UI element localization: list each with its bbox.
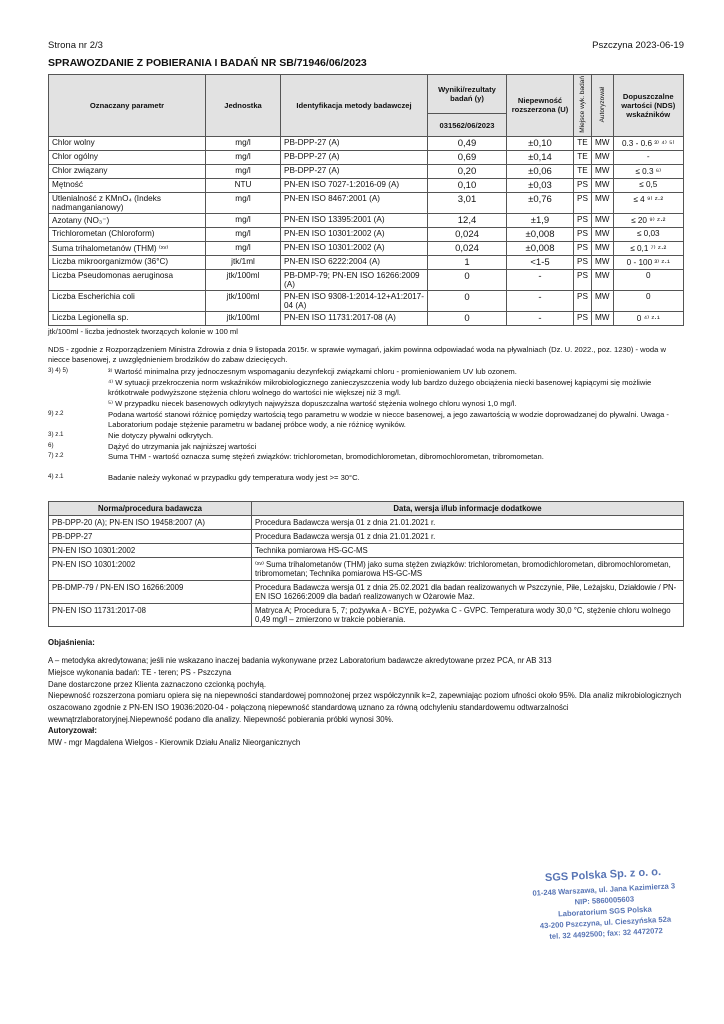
cell-unc: - xyxy=(507,290,574,311)
table-row xyxy=(49,178,684,192)
note-text: Nie dotyczy pływalni odkrytych. xyxy=(108,430,214,440)
cell-limit: 0.3 - 0.6 ³⁾ ⁴⁾ ⁵⁾ xyxy=(613,136,684,150)
table-row xyxy=(49,213,684,227)
cell-unit: jtk/100ml xyxy=(206,290,281,311)
cell-method: PN-EN ISO 8467:2001 (A) xyxy=(281,192,428,213)
cell-auth: MW xyxy=(591,150,613,164)
cell-unit: jtk/1ml xyxy=(206,255,281,269)
cell-limit: ≤ 0,5 xyxy=(613,178,684,192)
proc-info: ⁽ˣᵛ⁾ Suma trihalometanów (THM) jako suma stężen związków: trichlorometan, bromodichlorometan, dibromochlorometan, tribromometan; Technika pomiarowa HS-GC-MS xyxy=(252,558,684,581)
cell-value: 0,024 xyxy=(428,227,507,241)
cell-method: PN-EN ISO 9308-1:2014-12+A1:2017-04 (A) xyxy=(281,290,428,311)
nds-text: NDS - zgodnie z Rozporządzeniem Ministra Zdrowia z dnia 9 listopada 2015r. w sprawie wymagań, jakim powinna odpowiadać woda na pływalniach (Dz. U. 2022., poz. 1230) - woda w niecce basenowej, z uwzględnieniem brodzików do zabaw dziecięcych. xyxy=(48,344,666,364)
proc-col-info: Data, wersja i/lub informacje dodatkowe xyxy=(252,502,684,516)
cell-unc: ±0,10 xyxy=(507,136,574,150)
proc-row xyxy=(49,544,684,558)
stamp-line: NIP: 5860005603 xyxy=(574,894,635,907)
cell-limit: 0 xyxy=(613,269,684,290)
cell-value: 0 xyxy=(428,290,507,311)
cell-unit: jtk/100ml xyxy=(206,269,281,290)
proc-info: Procedura Badawcza wersja 01 z dnia 21.01.2021 r. xyxy=(252,516,684,530)
stamp-line: 43-200 Pszczyna, ul. Cieszyńska 52a xyxy=(539,914,672,931)
cell-unit: mg/l xyxy=(206,241,281,255)
cell-auth: MW xyxy=(591,164,613,178)
note-text: Podana wartość stanowi różnicę pomiędzy wartością tego parametru w wodzie w niecce basenowej, a jego zawartością w wodzie doprowadzanej do pływalni. Uwaga - Laboratorium podaje stężenie parametru w badanej próbce wody, a nie różnicę wyników. xyxy=(108,409,669,430)
cell-place: PS xyxy=(574,311,592,325)
cell-value: 3,01 xyxy=(428,192,507,213)
note-key: 7) z.2 xyxy=(48,452,64,460)
explain-line: Miejsce wykonania badań: TE - teren; PS - Pszczyna xyxy=(48,667,232,677)
cell-param: Chlor ogólny xyxy=(49,150,206,164)
col-results: Wyniki/rezultaty badań (y) xyxy=(428,75,507,114)
table-row xyxy=(49,150,684,164)
cell-method: PB-DPP-27 (A) xyxy=(281,150,428,164)
cell-limit: 0 xyxy=(613,290,684,311)
col-method: Identyfikacja metody badawczej xyxy=(281,75,428,137)
cell-value: 12,4 xyxy=(428,213,507,227)
cell-unc: ±1,9 xyxy=(507,213,574,227)
stamp-line: tel. 32 4492500; fax: 32 4472072 xyxy=(549,925,664,941)
cell-param: Trichlorometan (Chloroform) xyxy=(49,227,206,241)
proc-info: Procedura Badawcza wersja 01 z dnia 21.01.2021 r. xyxy=(252,530,684,544)
note-text: Badanie należy wykonać w przypadku gdy temperatura wody jest >= 30°C. xyxy=(108,472,360,482)
cell-value: 0 xyxy=(428,269,507,290)
report-page xyxy=(48,40,684,749)
proc-info: Procedura Badawcza wersja 01 z dnia 25.02.2021 dla badan realizowanych w Pszczynie, Piłe, Leżajsku, Działdowie / PN-EN ISO 16266:2009 dla badań realizowanych w Ożarowie Maz. xyxy=(252,581,684,604)
cell-method: PB-DPP-27 (A) xyxy=(281,136,428,150)
notes-list xyxy=(48,367,684,483)
note-text: ⁴⁾ W sytuacji przekroczenia norm wskaźników mikrobiologicznego zanieczyszczenia wody lub bardzo dużego obciążenia niecki basenowej kąpiącymi się możliwie krótkotrwałe podwyższone stężenia chloru wolnego do wartości nie większej niż 3 mg/l. xyxy=(108,377,652,398)
table-row xyxy=(49,227,684,241)
table-row xyxy=(49,290,684,311)
note-key: 9) z.2 xyxy=(48,409,64,417)
cell-unit: mg/l xyxy=(206,213,281,227)
cell-unc: ±0,008 xyxy=(507,227,574,241)
cell-place: PS xyxy=(574,178,592,192)
note-item xyxy=(48,452,684,463)
cell-auth: MW xyxy=(591,213,613,227)
report-title: SPRAWOZDANIE Z POBIERANIA I BADAŃ NR SB/71946/06/2023 xyxy=(48,57,367,69)
cell-unit: mg/l xyxy=(206,192,281,213)
cell-param: Liczba Pseudomonas aeruginosa xyxy=(49,269,206,290)
cell-place: TE xyxy=(574,136,592,150)
cell-value: 0,49 xyxy=(428,136,507,150)
cell-unit: mg/l xyxy=(206,164,281,178)
proc-row xyxy=(49,530,684,544)
table-footnote: jtk/100ml - liczba jednostek tworzących kolonie w 100 ml xyxy=(48,326,238,336)
proc-row xyxy=(49,604,684,627)
proc-norm: PN-EN ISO 10301:2002 xyxy=(49,544,252,558)
cell-unc: ±0,06 xyxy=(507,164,574,178)
note-key: 6) xyxy=(48,441,54,449)
cell-auth: MW xyxy=(591,290,613,311)
cell-unc: - xyxy=(507,269,574,290)
cell-unit: mg/l xyxy=(206,227,281,241)
cell-method: PN-EN ISO 7027-1:2016-09 (A) xyxy=(281,178,428,192)
page-header xyxy=(48,40,684,51)
explanations xyxy=(48,637,684,748)
table-row xyxy=(49,136,684,150)
cell-unc: ±0,14 xyxy=(507,150,574,164)
note-key: 3) z.1 xyxy=(48,430,64,438)
cell-place: TE xyxy=(574,164,592,178)
col-place: Miejsce wyk. badań xyxy=(574,75,592,137)
note-key: 3) 4) 5) xyxy=(48,367,68,375)
proc-norm: PB-DPP-27 xyxy=(49,530,252,544)
cell-unit: jtk/100ml xyxy=(206,311,281,325)
explain-heading: Objaśnienia: xyxy=(48,638,95,648)
col-uncertainty: Niepewność rozszerzona (U) xyxy=(507,75,574,137)
cell-auth: MW xyxy=(591,227,613,241)
note-item xyxy=(48,442,684,453)
cell-limit: 0 ⁴⁾ ᶻ·¹ xyxy=(613,311,684,325)
col-sample-id: 031562/06/2023 xyxy=(428,114,507,136)
results-table xyxy=(48,74,684,326)
auth-person: MW - mgr Magdalena Wielgos - Kierownik Działu Analiz Nieorganicznych xyxy=(48,737,301,747)
note-text: Suma THM - wartość oznacza sumę stężeń związków: trichlorometan, bromodichlorometan, dibromochlorometan, tribromometan. xyxy=(108,452,544,462)
note-item xyxy=(48,378,684,399)
cell-unc: ±0,03 xyxy=(507,178,574,192)
proc-norm: PB-DPP-20 (A); PN-EN ISO 19458:2007 (A) xyxy=(49,516,252,530)
page-number: Strona nr 2/3 xyxy=(48,40,103,51)
cell-auth: MW xyxy=(591,192,613,213)
cell-unc: ±0,008 xyxy=(507,241,574,255)
cell-unit: mg/l xyxy=(206,136,281,150)
explain-line: Niepewność rozszerzona pomiaru opiera się na niepewności standardowej pomnożonej przez współczynnik k=2, zapewniając poziom ufności około 95%. Dla analiz mikrobiologicznych oszacowano zgodnie z PN-EN ISO 19036:2020-04 - połączoną niepewność standardową uznano za równą odchyleniu standardowemu odtwarzalności wewnątrzlaboratoryjnej.Niepewność podano dla analizy. Niepewność pobierania próbki wynosi 30%. xyxy=(48,691,682,724)
explain-line: Dane dostarczone przez Klienta zaznaczono czcionką pochyłą. xyxy=(48,679,267,689)
results-header-row xyxy=(49,75,684,114)
cell-limit: ≤ 0,03 xyxy=(613,227,684,241)
note-item xyxy=(48,473,684,484)
note-item xyxy=(48,367,684,378)
explain-line: A – metodyka akredytowana; jeśli nie wskazano inaczej badania wykonywane przez Laboratorium badawcze akredytowane przez PCA, nr AB 313 xyxy=(48,656,552,666)
cell-param: Azotany (NO₃⁻) xyxy=(49,213,206,227)
cell-place: PS xyxy=(574,255,592,269)
table-row xyxy=(49,192,684,213)
cell-auth: MW xyxy=(591,136,613,150)
cell-param: Liczba mikroorganizmów (36°C) xyxy=(49,255,206,269)
cell-place: PS xyxy=(574,241,592,255)
cell-param: Mętność xyxy=(49,178,206,192)
col-param: Oznaczany parametr xyxy=(49,75,206,137)
cell-method: PN-EN ISO 10301:2002 (A) xyxy=(281,227,428,241)
cell-method: PN-EN ISO 11731:2017-08 (A) xyxy=(281,311,428,325)
proc-row xyxy=(49,558,684,581)
cell-auth: MW xyxy=(591,311,613,325)
cell-param: Chlor związany xyxy=(49,164,206,178)
cell-auth: MW xyxy=(591,241,613,255)
cell-method: PB-DMP-79; PN-EN ISO 16266:2009 (A) xyxy=(281,269,428,290)
cell-place: TE xyxy=(574,150,592,164)
proc-norm: PN-EN ISO 11731:2017-08 xyxy=(49,604,252,627)
cell-place: PS xyxy=(574,213,592,227)
proc-norm: PB-DMP-79 / PN-EN ISO 16266:2009 xyxy=(49,581,252,604)
cell-limit: ≤ 4 ⁹⁾ ᶻ·² xyxy=(613,192,684,213)
note-item xyxy=(48,399,684,410)
cell-method: PN-EN ISO 13395:2001 (A) xyxy=(281,213,428,227)
col-authorized: Autoryzował xyxy=(591,75,613,137)
proc-norm: PN-EN ISO 10301:2002 xyxy=(49,558,252,581)
proc-info: Technika pomiarowa HS-GC-MS xyxy=(252,544,684,558)
cell-method: PB-DPP-27 (A) xyxy=(281,164,428,178)
note-key xyxy=(48,399,108,410)
cell-limit: ≤ 0.3 ⁶⁾ xyxy=(613,164,684,178)
proc-info: Matryca A; Procedura 5, 7; pożywka A - BCYE, pożywka C - GVPC. Temperatura wody 30,0 °C, stężenie chloru wolnego 0,49 mg/l – zmierzono w trakcie pobierania. xyxy=(252,604,684,627)
stamp-line: 01-248 Warszawa, ul. Jana Kazimierza 3 xyxy=(532,881,676,898)
proc-col-norm: Norma/procedura badawcza xyxy=(49,502,252,516)
cell-unc: - xyxy=(507,311,574,325)
note-text: ³⁾ Wartość minimalna przy jednoczesnym wspomaganiu dezynfekcji związkami chloru - promieniowaniem UV lub ozonem. xyxy=(108,367,517,377)
table-row xyxy=(49,269,684,290)
table-row xyxy=(49,164,684,178)
cell-unc: ±0,76 xyxy=(507,192,574,213)
cell-limit: 0 - 100 ³⁾ ᶻ·¹ xyxy=(613,255,684,269)
cell-method: PN-EN ISO 6222:2004 (A) xyxy=(281,255,428,269)
note-key xyxy=(48,378,108,399)
note-text: ⁵⁾ W przypadku niecek basenowych odkrytych najwyższa dopuszczalna wartość stężenia wolnego chloru wynosi 1,0 mg/l. xyxy=(108,399,517,409)
note-item xyxy=(48,410,684,431)
table-row xyxy=(49,255,684,269)
cell-param: Chlor wolny xyxy=(49,136,206,150)
cell-unc: <1-5 xyxy=(507,255,574,269)
note-key: 4) z.1 xyxy=(48,472,64,480)
col-limit: Dopuszczalne wartości (NDS) wskaźników xyxy=(613,75,684,137)
cell-place: PS xyxy=(574,227,592,241)
cell-limit: - xyxy=(613,150,684,164)
cell-place: PS xyxy=(574,290,592,311)
place-date: Pszczyna 2023-06-19 xyxy=(592,40,684,51)
cell-unit: NTU xyxy=(206,178,281,192)
cell-auth: MW xyxy=(591,178,613,192)
note-item xyxy=(48,431,684,442)
cell-value: 0,10 xyxy=(428,178,507,192)
cell-value: 0 xyxy=(428,311,507,325)
note-text: Dążyć do utrzymania jak najniższej wartości xyxy=(108,441,257,451)
cell-place: PS xyxy=(574,269,592,290)
cell-auth: MW xyxy=(591,255,613,269)
cell-method: PN-EN ISO 10301:2002 (A) xyxy=(281,241,428,255)
cell-param: Liczba Legionella sp. xyxy=(49,311,206,325)
cell-value: 0,20 xyxy=(428,164,507,178)
cell-value: 0,024 xyxy=(428,241,507,255)
stamp-line: SGS Polska Sp. z o. o. xyxy=(544,866,662,885)
procedures-table xyxy=(48,501,684,627)
stamp-line: Laboratorium SGS Polska xyxy=(557,904,652,919)
auth-heading: Autoryzował: xyxy=(48,726,97,736)
cell-param: Suma trihalometanów (THM) ⁽ˣᵛ⁾ xyxy=(49,241,206,255)
col-unit: Jednostka xyxy=(206,75,281,137)
cell-value: 0,69 xyxy=(428,150,507,164)
cell-param: Utlenialność z KMnO₄ (Indeks nadmanganianowy) xyxy=(49,192,206,213)
cell-place: PS xyxy=(574,192,592,213)
cell-unit: mg/l xyxy=(206,150,281,164)
cell-limit: ≤ 20 ⁹⁾ ᶻ·² xyxy=(613,213,684,227)
table-row xyxy=(49,311,684,325)
company-stamp xyxy=(505,863,703,944)
cell-param: Liczba Escherichia coli xyxy=(49,290,206,311)
proc-row xyxy=(49,581,684,604)
proc-row xyxy=(49,516,684,530)
cell-value: 1 xyxy=(428,255,507,269)
cell-auth: MW xyxy=(591,269,613,290)
cell-limit: ≤ 0,1 ⁷⁾ ᶻ·² xyxy=(613,241,684,255)
table-row xyxy=(49,241,684,255)
